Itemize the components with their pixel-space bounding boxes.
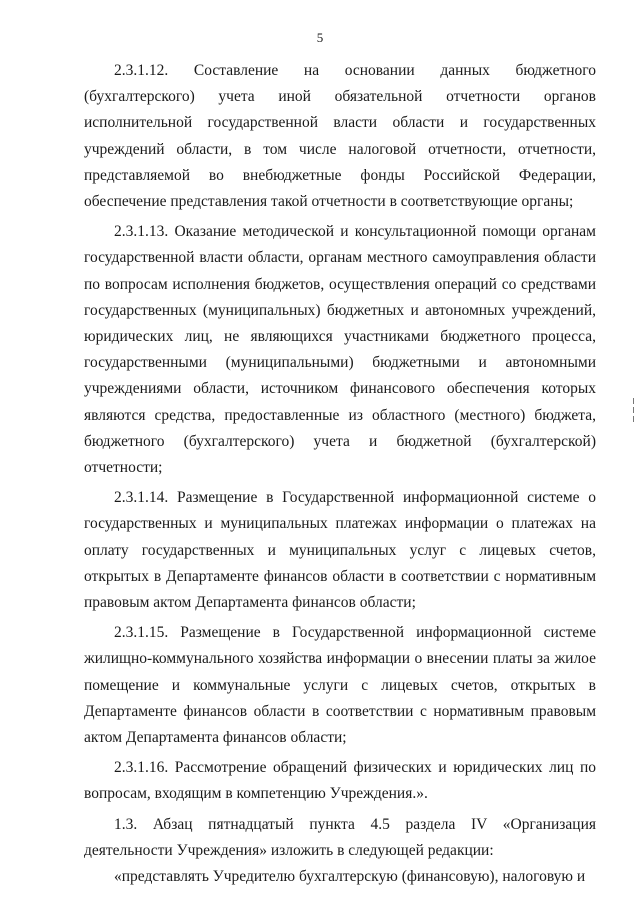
document-body — [84, 58, 596, 890]
paragraph-2-3-1-14: 2.3.1.14. Размещение в Государственной информационной системе о государственных и муниципальных платежах информации о платежах на оплату государственных и муниципальных услуг с лицевых счетов, открытых в Департаменте финансов области в соответствии с нормативным правовым актом Департамента финансов области; — [84, 489, 596, 612]
margin-scan-mark — [630, 395, 636, 423]
paragraph-2-3-1-12: 2.3.1.12. Составление на основании данных бюджетного (бухгалтерского) учета иной обязательной отчетности органов исполнительной государственной власти области и государственных учреждений области, в том числе налоговой отчетности, отчетности, представляемой во внебюджетные фонды Российской Федерации, обеспечение представления такой отчетности в соответствующие органы; — [84, 62, 596, 211]
paragraph-2-3-1-13: 2.3.1.13. Оказание методической и консультационной помощи органам государственной власти области, органам местного самоуправления области по вопросам исполнения бюджетов, осуществления операций со средствами государственных (муниципальных) бюджетных и автономных учреждений, юридических лиц, не являющихся участниками бюджетного процесса, государственными (муниципальными) бюджетными и автономными учреждениями области, источником финансового обеспечения которых являются средства, предоставленные из областного (местного) бюджета, бюджетного (бухгалтерского) учета и бюджетной (бухгалтерской) отчетности; — [84, 223, 596, 477]
page-number: 5 — [316, 30, 324, 45]
paragraph-quote-start: «представлять Учредителю бухгалтерскую (финансовую), налоговую и — [114, 868, 586, 886]
paragraph-1-3: 1.3. Абзац пятнадцатый пункта 4.5 раздела IV «Организация деятельности Учреждения» изложить в следующей редакции: — [84, 815, 596, 859]
paragraph-2-3-1-16: 2.3.1.16. Рассмотрение обращений физических и юридических лиц по вопросам, входящим в компетенцию Учреждения.». — [84, 759, 596, 803]
paragraph-2-3-1-15: 2.3.1.15. Размещение в Государственной информационной системе жилищно-коммунального хозяйства информации о внесении платы за жилое помещение и коммунальные услуги с лицевых счетов, открытых в Департаменте финансов области в соответствии с нормативным правовым актом Департамента финансов области; — [84, 624, 596, 747]
